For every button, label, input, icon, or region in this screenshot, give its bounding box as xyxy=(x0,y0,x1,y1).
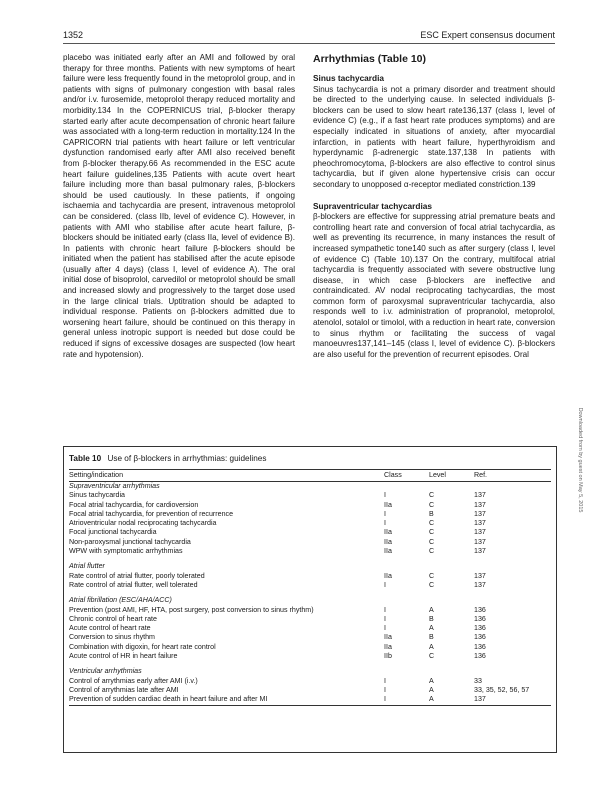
cell-class: I xyxy=(384,605,386,614)
cell-level: A xyxy=(429,685,434,694)
cell-level: C xyxy=(429,537,435,546)
download-note-text: Downloaded from by guest on May 5, 2015 xyxy=(577,407,583,513)
cell-level: C xyxy=(429,500,435,509)
cell-class: IIa xyxy=(384,537,392,546)
table-body xyxy=(69,482,551,706)
cell-ref: 137 xyxy=(474,571,486,580)
svt-heading: Supraventricular tachycardias xyxy=(313,200,432,211)
table-row xyxy=(69,572,551,581)
cell-setting: Non-paroxysmal junctional tachycardia xyxy=(69,537,191,546)
cell-class: I xyxy=(384,695,429,705)
guidelines-table xyxy=(69,469,551,706)
cell-ref: 136 xyxy=(474,633,486,642)
cell-setting: Conversion to sinus rhythm xyxy=(69,633,155,642)
sinus-heading: Sinus tachycardia xyxy=(313,73,385,83)
table-row xyxy=(69,686,551,695)
cell-level: C xyxy=(429,528,435,537)
cell-level: A xyxy=(429,605,434,614)
cell-level: C xyxy=(429,519,435,528)
cell-class: I xyxy=(384,676,386,685)
cell-level: C xyxy=(429,571,435,580)
group-name: Atrial flutter xyxy=(69,562,105,571)
cell-level: C xyxy=(429,652,435,661)
group-name: Supraventricular arrhythmias xyxy=(69,482,160,490)
table-row xyxy=(69,519,551,528)
table-row xyxy=(69,677,551,686)
cell-class: IIa xyxy=(384,500,392,509)
table-group-row xyxy=(69,596,551,605)
table-row xyxy=(69,528,551,537)
cell-level: A xyxy=(429,676,434,685)
cell-setting: Focal atrial tachycardia, for prevention of recurrence xyxy=(69,509,234,518)
left-column-text: placebo was initiated early after an AMI and followed by oral therapy for three months. Patients with new symptoms of heart failure were less frequently found in the metoprolol group, and in patients with signs of pulmonary congestion with basal rales and/or i.v. furosemide, metoprolol therapy reduced mortality and morbidity.134 In the COPERNICUS trial, β-blocker therapy started early after acute decompensation of chronic heart failure was associated with a long-term reduction in mortality.124 In the CAPRICORN trial patients with heart failure or left ventricular dysfunction randomised early after AMI also received benefit from β-blocker therapy.66 As recommended in the ESC acute heart failure guidelines,135 Patients with acute overt heart failure including more than basal pulmonary rales, β-blockers should be used cautiously. In these patients, if ongoing ischaemia and tachycardia are present, intravenous metoprolol can be considered. (class IIb, level of evidence C). However, in patients with AMI who stabilise after acute heart failure, β-blockers should be initiated early (class IIa, level of evidence B). In patients with chronic heart failure β-blockers should be initiated when the patient has stabilised after the acute episode (usually after 4 days) (class I, level of evidence A). The oral initial dose of bisoprolol, carvedilol or metoprolol should be small and increased slowly and progressively to the target dose used in the large clinical trials. Uptitration should be adapted to individual response. Patients on β-blockers admitted due to worsening heart failure, should be continued on this therapy in general unless inotropic support is needed but dose could be reduced if signs of excessive dosages are suspected (low heart rate and hypotension). xyxy=(63,53,295,359)
table-group-row xyxy=(69,667,551,676)
table-group-row xyxy=(69,562,551,571)
cell-class: I xyxy=(384,491,386,500)
cell-class: I xyxy=(384,624,386,633)
cell-ref: 136 xyxy=(474,614,486,623)
cell-setting: Chronic control of heart rate xyxy=(69,614,157,623)
cell-setting: Rate control of atrial flutter, well tolerated xyxy=(69,580,198,589)
table-row xyxy=(69,538,551,547)
svt-text: β-blockers are effective for suppressing atrial premature beats and controlling heart rate and conversion of focal atrial tachycardia, as well as preventing its recurrence, in many instances the result of increased sympathetic tone140 such as after surgery (class I, level of evidence C) (Table 10).137 On the contrary, multifocal atrial tachycardia is frequently associated with severe obstructive lung disease, in which case β-blockers are ineffective and contraindicated. AV nodal reciprocating tachycardias, the most common form of paroxysmal supraventricular tachycardia, also responds well to i.v. administration of propranolol, metoprolol, atenolol, sotalol or timolol, with a reduction in heart rate, conversion to sinus rhythm or facilitating the success of vagal manoeuvres137,141–145 (class I, level of evidence C). β-blockers are also useful for the prevention of recurrent episodes. Oral xyxy=(313,212,555,359)
cell-level: B xyxy=(429,509,434,518)
cell-setting: WPW with symptomatic arrhythmias xyxy=(69,547,183,556)
table-row xyxy=(69,633,551,642)
cell-class: IIa xyxy=(384,528,392,537)
cell-level: A xyxy=(429,642,434,651)
table-row xyxy=(69,510,551,519)
cell-ref: 136 xyxy=(474,624,486,633)
cell-class: I xyxy=(384,519,386,528)
cell-setting: Sinus tachycardia xyxy=(69,491,125,500)
cell-setting: Atrioventricular nodal reciprocating tachycardia xyxy=(69,519,217,528)
right-column xyxy=(313,53,555,360)
header-class: Class xyxy=(384,470,429,482)
table-caption xyxy=(69,454,266,463)
cell-ref: 137 xyxy=(474,500,486,509)
cell-class: I xyxy=(384,685,386,694)
cell-class: I xyxy=(384,580,386,589)
cell-level: B xyxy=(429,633,434,642)
table-group-row xyxy=(69,482,551,492)
cell-level: B xyxy=(429,614,434,623)
table-row xyxy=(69,501,551,510)
cell-ref: 137 xyxy=(474,509,486,518)
cell-ref: 33 xyxy=(474,676,482,685)
cell-setting: Acute control of heart rate xyxy=(69,624,151,633)
table-row xyxy=(69,606,551,615)
table-label: Table 10 xyxy=(69,454,102,463)
cell-ref: 137 xyxy=(474,491,486,500)
table-row xyxy=(69,547,551,556)
cell-setting: Rate control of atrial flutter, poorly tolerated xyxy=(69,571,205,580)
page-header xyxy=(63,29,555,44)
header-ref: Ref. xyxy=(474,470,551,482)
running-title: ESC Expert consensus document xyxy=(420,30,555,40)
cell-level: C xyxy=(429,580,435,589)
sinus-text: Sinus tachycardia is not a primary disorder and treatment should be directed to the underlying cause. In selected individuals β-blockers can be used to slow heart rate136,137 (class I, level of evidence C) (e.g., if a fast heart rate produces symptoms) and are especially indicated in situations of anxiety, after myocardial infarction, in patients with heart failure, hyperthyroidism and hyperdynamic β-adrenergic state.137,138 In patients with pheochromocytoma, β-blockers are also effective to control sinus tachycardia, but if given alone hypertensive crisis can occur secondary to unopposed α-receptor mediated constriction.139 xyxy=(313,84,555,189)
cell-setting: Focal junctional tachycardia xyxy=(69,528,157,537)
table-row xyxy=(69,581,551,590)
cell-setting: Prevention of sudden cardiac death in heart failure and after MI xyxy=(69,695,384,705)
cell-setting: Prevention (post AMI, HF, HTA, post surgery, post conversion to sinus rhythm) xyxy=(69,605,314,614)
download-note xyxy=(574,300,586,620)
table-header-row xyxy=(69,470,551,482)
cell-class: IIb xyxy=(384,652,392,661)
table-row xyxy=(69,615,551,624)
header-setting: Setting/indication xyxy=(69,470,384,482)
table-row xyxy=(69,643,551,652)
page-number: 1352 xyxy=(63,30,84,40)
cell-class: IIa xyxy=(384,547,392,556)
cell-level: A xyxy=(429,624,434,633)
cell-ref: 137 xyxy=(474,537,486,546)
cell-class: IIa xyxy=(384,571,392,580)
table-row xyxy=(69,491,551,500)
cell-setting: Focal atrial tachycardia, for cardioversion xyxy=(69,500,199,509)
cell-ref: 137 xyxy=(474,580,486,589)
table-row xyxy=(69,624,551,633)
table-row xyxy=(69,652,551,661)
header-level: Level xyxy=(429,470,474,482)
cell-setting: Control of arrythmias early after AMI (i.v.) xyxy=(69,676,198,685)
table-row xyxy=(69,695,551,705)
cell-ref: 137 xyxy=(474,528,486,537)
cell-setting: Control of arrythmias late after AMI xyxy=(69,685,179,694)
cell-class: IIa xyxy=(384,642,392,651)
cell-ref: 33, 35, 52, 56, 57 xyxy=(474,685,530,694)
cell-setting: Acute control of HR in heart failure xyxy=(69,652,178,661)
group-name: Ventricular arrhythmias xyxy=(69,667,142,676)
table-caption-text: Use of β-blockers in arrhythmias: guidelines xyxy=(107,454,267,463)
cell-class: IIa xyxy=(384,633,392,642)
cell-level: A xyxy=(429,695,474,705)
left-column xyxy=(63,53,295,360)
table-10 xyxy=(63,446,557,753)
cell-ref: 137 xyxy=(474,695,551,705)
cell-ref: 136 xyxy=(474,605,486,614)
cell-class: I xyxy=(384,509,386,518)
group-name: Atrial fibrillation (ESC/AHA/ACC) xyxy=(69,596,172,605)
cell-setting: Combination with digoxin, for heart rate control xyxy=(69,642,216,651)
cell-level: C xyxy=(429,547,435,556)
cell-ref: 136 xyxy=(474,642,486,651)
section-title: Arrhythmias (Table 10) xyxy=(313,53,427,65)
cell-class: I xyxy=(384,614,386,623)
cell-ref: 136 xyxy=(474,652,486,661)
cell-level: C xyxy=(429,491,435,500)
cell-ref: 137 xyxy=(474,547,486,556)
cell-ref: 137 xyxy=(474,519,486,528)
